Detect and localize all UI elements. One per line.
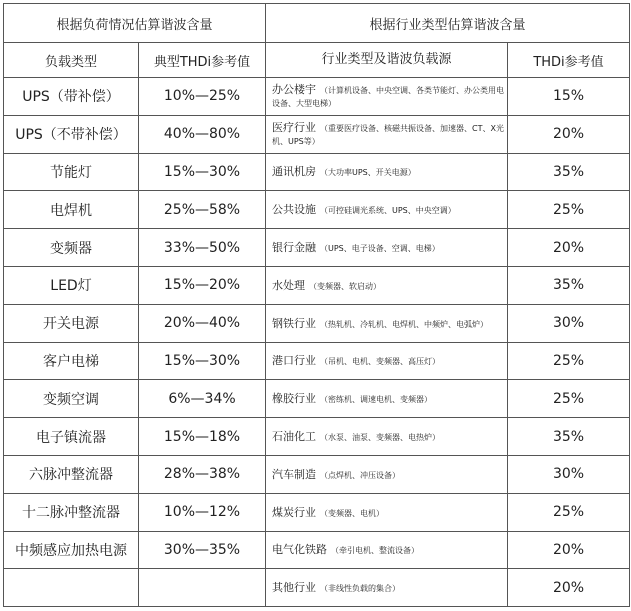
load-type-cell: 中频感应加热电源 (4, 531, 139, 569)
thdi-ref-cell: 25% (508, 342, 630, 380)
industry-cell (266, 493, 508, 531)
thdi-typical-cell: 15%—30% (139, 153, 266, 191)
table-row (4, 153, 630, 191)
industry-cell (266, 418, 508, 456)
load-type-cell: 变频器 (4, 229, 139, 267)
table-row (4, 191, 630, 229)
thdi-ref-cell: 35% (508, 418, 630, 456)
thdi-typical-cell: 15%—20% (139, 266, 266, 304)
thdi-ref-cell: 20% (508, 531, 630, 569)
load-type-cell (4, 569, 139, 607)
industry-load-sources: （点焊机、冲压设备） (320, 470, 400, 480)
industry-load-sources: （密练机、调速电机、变频器） (320, 395, 432, 405)
industry-name: 公共设施 (272, 203, 316, 217)
load-type-cell: 电焊机 (4, 191, 139, 229)
table-row (4, 266, 630, 304)
industry-load-sources: （牵引电机、整流设备） (331, 546, 419, 556)
thdi-typical-cell: 40%—80% (139, 115, 266, 153)
load-type-cell: 十二脉冲整流器 (4, 493, 139, 531)
industry-cell (266, 569, 508, 607)
thdi-typical-cell (139, 569, 266, 607)
industry-load-sources: （水泵、油泵、变频器、电热炉） (320, 433, 440, 443)
thdi-ref-cell: 30% (508, 455, 630, 493)
industry-cell (266, 455, 508, 493)
thdi-ref-cell: 15% (508, 78, 630, 116)
industry-load-sources: （UPS、电子设备、空调、电梯） (320, 244, 440, 254)
title-row (4, 4, 630, 43)
thdi-ref-cell: 20% (508, 115, 630, 153)
table-row (4, 493, 630, 531)
load-type-cell: UPS（带补偿） (4, 78, 139, 116)
industry-name: 水处理 (272, 278, 305, 292)
industry-name: 汽车制造 (272, 467, 316, 481)
table-body (4, 78, 630, 607)
thdi-ref-cell: 25% (508, 191, 630, 229)
thdi-ref-cell: 25% (508, 493, 630, 531)
thdi-typical-cell: 6%—34% (139, 380, 266, 418)
industry-name: 橡胶行业 (272, 392, 316, 406)
thdi-typical-cell: 20%—40% (139, 304, 266, 342)
right-title: 根据行业类型估算谐波含量 (266, 4, 630, 43)
thdi-typical-cell: 10%—12% (139, 493, 266, 531)
industry-name: 办公楼宇 (272, 83, 316, 97)
header-row (4, 43, 630, 78)
table-row (4, 115, 630, 153)
load-type-cell: UPS（不带补偿） (4, 115, 139, 153)
industry-load-sources: （变频器、电机） (320, 508, 384, 518)
table-row (4, 569, 630, 607)
industry-name: 银行金融 (272, 241, 316, 255)
table-row (4, 380, 630, 418)
industry-cell (266, 342, 508, 380)
table-row (4, 78, 630, 116)
industry-load-sources: （大功率UPS、开关电源） (320, 168, 416, 178)
load-type-cell: 变频空调 (4, 380, 139, 418)
industry-cell (266, 191, 508, 229)
industry-cell (266, 304, 508, 342)
table-row (4, 304, 630, 342)
table-row (4, 418, 630, 456)
industry-name: 石油化工 (272, 430, 316, 444)
industry-load-sources: （计算机设备、中央空调、各类节能灯、办公类用电设备、大型电梯） (272, 86, 504, 109)
thdi-typical-cell: 25%—58% (139, 191, 266, 229)
thdi-typical-cell: 30%—35% (139, 531, 266, 569)
industry-load-sources: （变频器、软启动） (309, 281, 381, 291)
load-type-cell: LED灯 (4, 266, 139, 304)
industry-load-sources: （热轧机、冷轧机、电焊机、中频炉、电弧炉） (320, 319, 488, 329)
industry-name: 钢铁行业 (272, 316, 316, 330)
header-load-type: 负载类型 (4, 43, 139, 78)
industry-cell (266, 78, 508, 116)
thdi-ref-cell: 20% (508, 229, 630, 267)
industry-cell (266, 115, 508, 153)
load-type-cell: 六脉冲整流器 (4, 455, 139, 493)
industry-name: 其他行业 (272, 581, 316, 595)
table-row (4, 229, 630, 267)
industry-name: 通讯机房 (272, 165, 316, 179)
table-row (4, 455, 630, 493)
industry-load-sources: （非线性负载的集合） (320, 584, 400, 594)
industry-name: 港口行业 (272, 354, 316, 368)
industry-cell (266, 266, 508, 304)
industry-load-sources: （重要医疗设备、核磁共振设备、加速器、CT、X光机、UPS等） (272, 124, 504, 147)
thdi-ref-cell: 35% (508, 153, 630, 191)
header-thdi-ref: THDi参考值 (508, 43, 630, 78)
table-row (4, 531, 630, 569)
industry-name: 电气化铁路 (272, 543, 327, 557)
thdi-typical-cell: 15%—18% (139, 418, 266, 456)
thdi-ref-cell: 35% (508, 266, 630, 304)
harmonic-estimate-table (3, 3, 630, 607)
industry-cell (266, 380, 508, 418)
industry-load-sources: （吊机、电机、变频器、高压灯） (320, 357, 440, 367)
harmonic-table-container (3, 3, 630, 607)
header-industry: 行业类型及谐波负载源 (266, 43, 508, 78)
left-title: 根据负荷情况估算谐波含量 (4, 4, 266, 43)
load-type-cell: 客户电梯 (4, 342, 139, 380)
industry-name: 煤炭行业 (272, 505, 316, 519)
thdi-ref-cell: 20% (508, 569, 630, 607)
thdi-typical-cell: 33%—50% (139, 229, 266, 267)
load-type-cell: 节能灯 (4, 153, 139, 191)
thdi-ref-cell: 25% (508, 380, 630, 418)
header-thdi-typical: 典型THDi参考值 (139, 43, 266, 78)
load-type-cell: 电子镇流器 (4, 418, 139, 456)
industry-name: 医疗行业 (272, 121, 316, 135)
thdi-ref-cell: 30% (508, 304, 630, 342)
table-row (4, 342, 630, 380)
load-type-cell: 开关电源 (4, 304, 139, 342)
industry-cell (266, 531, 508, 569)
industry-cell (266, 153, 508, 191)
thdi-typical-cell: 28%—38% (139, 455, 266, 493)
industry-load-sources: （可控硅调光系统、UPS、中央空调） (320, 206, 456, 216)
industry-cell (266, 229, 508, 267)
thdi-typical-cell: 15%—30% (139, 342, 266, 380)
thdi-typical-cell: 10%—25% (139, 78, 266, 116)
